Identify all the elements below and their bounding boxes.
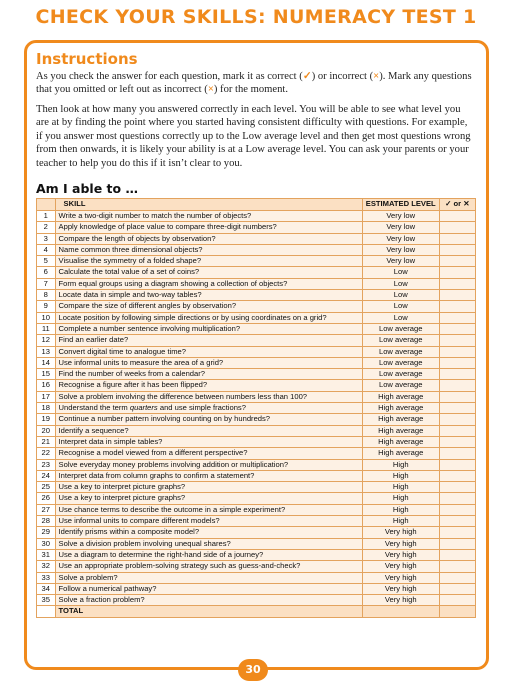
- row-skill: Follow a numerical pathway?: [55, 583, 362, 594]
- row-number: 8: [37, 290, 56, 301]
- row-skill: Write a two-digit number to match the number of objects?: [55, 211, 362, 222]
- row-level: Very low: [362, 222, 439, 233]
- row-number: 33: [37, 572, 56, 583]
- table-row: [37, 222, 476, 233]
- row-check-cell[interactable]: [439, 459, 475, 470]
- row-check-cell[interactable]: [439, 290, 475, 301]
- row-skill: Compare the size of different angles by observation?: [55, 301, 362, 312]
- table-row: [37, 448, 476, 459]
- row-level: Very high: [362, 538, 439, 549]
- row-number: 11: [37, 323, 56, 334]
- row-number: 7: [37, 278, 56, 289]
- row-level: High average: [362, 436, 439, 447]
- row-number: 16: [37, 380, 56, 391]
- row-skill: Solve a problem?: [55, 572, 362, 583]
- table-row: [37, 323, 476, 334]
- row-skill: Identify prisms within a composite model?: [55, 527, 362, 538]
- row-skill: Name common three dimensional objects?: [55, 244, 362, 255]
- table-row: [37, 572, 476, 583]
- row-number: 17: [37, 391, 56, 402]
- row-skill: Locate data in simple and two-way tables?: [55, 290, 362, 301]
- row-skill: Use an appropriate problem-solving strategy such as guess-and-check?: [55, 561, 362, 572]
- row-level: Very low: [362, 233, 439, 244]
- instructions-paragraph-1: [36, 70, 476, 97]
- row-level: High: [362, 470, 439, 481]
- row-skill: Solve everyday money problems involving addition or multiplication?: [55, 459, 362, 470]
- page-title: CHECK YOUR SKILLS: NUMERACY TEST 1: [35, 6, 477, 28]
- row-skill: Use a diagram to determine the right-hand side of a journey?: [55, 549, 362, 560]
- row-check-cell[interactable]: [439, 549, 475, 560]
- total-label: TOTAL: [55, 606, 362, 617]
- row-level: Very high: [362, 549, 439, 560]
- table-header-row: [37, 199, 476, 211]
- p1-text-b: ) or incorrect (: [311, 71, 374, 82]
- table-row: [37, 561, 476, 572]
- row-number: 27: [37, 504, 56, 515]
- row-level: Low: [362, 312, 439, 323]
- row-number: 26: [37, 493, 56, 504]
- row-check-cell[interactable]: [439, 538, 475, 549]
- row-check-cell[interactable]: [439, 403, 475, 414]
- row-level: High average: [362, 448, 439, 459]
- row-level: Low average: [362, 357, 439, 368]
- row-level: Very high: [362, 527, 439, 538]
- header-level: ESTIMATED LEVEL: [362, 199, 439, 211]
- page-number: 30: [238, 659, 268, 681]
- row-number: 3: [37, 233, 56, 244]
- row-check-cell[interactable]: [439, 278, 475, 289]
- row-level: High average: [362, 425, 439, 436]
- row-skill: Compare the length of objects by observation?: [55, 233, 362, 244]
- row-number: 19: [37, 414, 56, 425]
- table-row: [37, 504, 476, 515]
- p1-text-d: ) for the moment.: [213, 84, 288, 96]
- row-level: Very high: [362, 561, 439, 572]
- row-skill: Calculate the total value of a set of coins?: [55, 267, 362, 278]
- row-number: 12: [37, 335, 56, 346]
- row-check-cell[interactable]: [439, 267, 475, 278]
- row-skill: Recognise a model viewed from a different perspective?: [55, 448, 362, 459]
- row-check-cell[interactable]: [439, 312, 475, 323]
- total-level: [362, 606, 439, 617]
- table-row: [37, 244, 476, 255]
- row-skill: Interpret data from column graphs to confirm a statement?: [55, 470, 362, 481]
- table-row: [37, 278, 476, 289]
- row-skill: Complete a number sentence involving multiplication?: [55, 323, 362, 334]
- row-skill: Solve a problem involving the difference between numbers less than 100?: [55, 391, 362, 402]
- row-level: High average: [362, 414, 439, 425]
- row-check-cell[interactable]: [439, 561, 475, 572]
- row-level: Very high: [362, 572, 439, 583]
- header-number: [37, 199, 56, 211]
- row-check-cell[interactable]: [439, 244, 475, 255]
- row-skill: Form equal groups using a diagram showing a collection of objects?: [55, 278, 362, 289]
- row-level: High average: [362, 391, 439, 402]
- header-skill: SKILL: [55, 199, 362, 211]
- row-check-cell[interactable]: [439, 516, 475, 527]
- row-level: High average: [362, 403, 439, 414]
- row-level: Low: [362, 290, 439, 301]
- table-row: [37, 493, 476, 504]
- row-number: 25: [37, 482, 56, 493]
- table-row: [37, 267, 476, 278]
- row-check-cell[interactable]: [439, 256, 475, 267]
- row-check-cell[interactable]: [439, 346, 475, 357]
- table-row: [37, 391, 476, 402]
- row-level: Low: [362, 278, 439, 289]
- row-number: 5: [37, 256, 56, 267]
- row-skill: Use chance terms to describe the outcome in a simple experiment?: [55, 504, 362, 515]
- row-skill: Apply knowledge of place value to compare three-digit numbers?: [55, 222, 362, 233]
- table-row: [37, 482, 476, 493]
- total-number: [37, 606, 56, 617]
- row-skill: Find the number of weeks from a calendar?: [55, 369, 362, 380]
- row-check-cell[interactable]: [439, 448, 475, 459]
- row-skill: Understand the term quarters and use simple fractions?: [55, 403, 362, 414]
- row-check-cell[interactable]: [439, 380, 475, 391]
- table-row: [37, 470, 476, 481]
- row-skill: Locate position by following simple directions or by using coordinates on a grid?: [55, 312, 362, 323]
- row-skill: Use informal units to compare different models?: [55, 516, 362, 527]
- row-check-cell[interactable]: [439, 233, 475, 244]
- row-check-cell[interactable]: [439, 323, 475, 334]
- table-row: [37, 595, 476, 606]
- table-row: [37, 527, 476, 538]
- row-skill: Solve a division problem involving unequal shares?: [55, 538, 362, 549]
- row-number: 31: [37, 549, 56, 560]
- row-number: 32: [37, 561, 56, 572]
- row-level: Very low: [362, 244, 439, 255]
- skills-table: [36, 198, 476, 618]
- total-row: [37, 606, 476, 617]
- row-number: 28: [37, 516, 56, 527]
- row-number: 20: [37, 425, 56, 436]
- row-check-cell[interactable]: [439, 436, 475, 447]
- row-level: Very low: [362, 211, 439, 222]
- row-level: Low average: [362, 323, 439, 334]
- row-level: Low: [362, 267, 439, 278]
- row-check-cell[interactable]: [439, 482, 475, 493]
- row-skill: Use a key to interpret picture graphs?: [55, 493, 362, 504]
- row-number: 6: [37, 267, 56, 278]
- row-level: Low: [362, 301, 439, 312]
- skills-subheading: Am I able to …: [36, 181, 138, 196]
- table-row: [37, 256, 476, 267]
- row-number: 21: [37, 436, 56, 447]
- row-check-cell[interactable]: [439, 414, 475, 425]
- row-skill: Recognise a figure after it has been flipped?: [55, 380, 362, 391]
- p1-text-a: As you check the answer for each question, mark it as correct (: [36, 71, 303, 82]
- correct-mark-icon: ✓: [302, 71, 312, 82]
- row-number: 23: [37, 459, 56, 470]
- row-skill: Use a key to interpret picture graphs?: [55, 482, 362, 493]
- row-level: Low average: [362, 335, 439, 346]
- table-row: [37, 312, 476, 323]
- row-number: 34: [37, 583, 56, 594]
- row-check-cell[interactable]: [439, 493, 475, 504]
- row-level: Very high: [362, 583, 439, 594]
- incorrect-mark-icon-2: ×: [207, 84, 214, 96]
- header-check: ✓ or ✕: [439, 199, 475, 211]
- row-level: Low average: [362, 380, 439, 391]
- table-row: [37, 414, 476, 425]
- row-number: 29: [37, 527, 56, 538]
- row-number: 35: [37, 595, 56, 606]
- row-level: High: [362, 504, 439, 515]
- instructions-paragraph-2: Then look at how many you answered correctly in each level. You will be able to see what level you are at by finding the point where you started having consistent difficulty with questions. For example, if you answer most questions correctly up to the Low average level and then get most questions wrong from then onwards, it is likely your ability is at a Low average level. You can ask your parents or your teacher to help you do this if it isn’t clear to you.: [36, 104, 471, 169]
- table-row: [37, 346, 476, 357]
- row-level: Very low: [362, 256, 439, 267]
- row-number: 30: [37, 538, 56, 549]
- row-check-cell[interactable]: [439, 583, 475, 594]
- row-number: 18: [37, 403, 56, 414]
- table-row: [37, 538, 476, 549]
- row-check-cell[interactable]: [439, 470, 475, 481]
- table-row: [37, 583, 476, 594]
- row-level: High: [362, 516, 439, 527]
- table-row: [37, 459, 476, 470]
- table-row: [37, 516, 476, 527]
- row-number: 15: [37, 369, 56, 380]
- row-check-cell[interactable]: [439, 222, 475, 233]
- row-check-cell[interactable]: [439, 391, 475, 402]
- row-skill: Solve a fraction problem?: [55, 595, 362, 606]
- row-check-cell[interactable]: [439, 357, 475, 368]
- table-row: [37, 549, 476, 560]
- row-number: 2: [37, 222, 56, 233]
- table-row: [37, 369, 476, 380]
- row-skill: Interpret data in simple tables?: [55, 436, 362, 447]
- table-row: [37, 380, 476, 391]
- row-check-cell[interactable]: [439, 595, 475, 606]
- total-check-cell[interactable]: [439, 606, 475, 617]
- row-level: High: [362, 493, 439, 504]
- row-number: 22: [37, 448, 56, 459]
- table-row: [37, 436, 476, 447]
- table-row: [37, 211, 476, 222]
- row-check-cell[interactable]: [439, 211, 475, 222]
- row-skill: Use informal units to measure the area of a grid?: [55, 357, 362, 368]
- row-skill: Identify a sequence?: [55, 425, 362, 436]
- row-check-cell[interactable]: [439, 425, 475, 436]
- row-skill: Continue a number pattern involving counting on by hundreds?: [55, 414, 362, 425]
- row-number: 10: [37, 312, 56, 323]
- row-number: 14: [37, 357, 56, 368]
- row-check-cell[interactable]: [439, 335, 475, 346]
- row-check-cell[interactable]: [439, 504, 475, 515]
- p1-text-c: ). Mark any questions that you omitted or left out as incorrect (: [36, 71, 472, 96]
- row-check-cell[interactable]: [439, 572, 475, 583]
- row-level: High: [362, 459, 439, 470]
- row-number: 1: [37, 211, 56, 222]
- row-level: Low average: [362, 346, 439, 357]
- row-number: 4: [37, 244, 56, 255]
- table-row: [37, 335, 476, 346]
- row-level: Low average: [362, 369, 439, 380]
- row-check-cell[interactable]: [439, 527, 475, 538]
- row-skill: Find an earlier date?: [55, 335, 362, 346]
- row-check-cell[interactable]: [439, 301, 475, 312]
- table-row: [37, 357, 476, 368]
- row-number: 24: [37, 470, 56, 481]
- table-row: [37, 301, 476, 312]
- row-number: 13: [37, 346, 56, 357]
- table-row: [37, 425, 476, 436]
- table-row: [37, 290, 476, 301]
- instructions-heading: Instructions: [36, 50, 138, 68]
- incorrect-mark-icon: ×: [373, 71, 380, 82]
- row-check-cell[interactable]: [439, 369, 475, 380]
- row-number: 9: [37, 301, 56, 312]
- row-level: High: [362, 482, 439, 493]
- table-row: [37, 403, 476, 414]
- row-skill: Visualise the symmetry of a folded shape?: [55, 256, 362, 267]
- row-skill: Convert digital time to analogue time?: [55, 346, 362, 357]
- row-level: Very high: [362, 595, 439, 606]
- table-row: [37, 233, 476, 244]
